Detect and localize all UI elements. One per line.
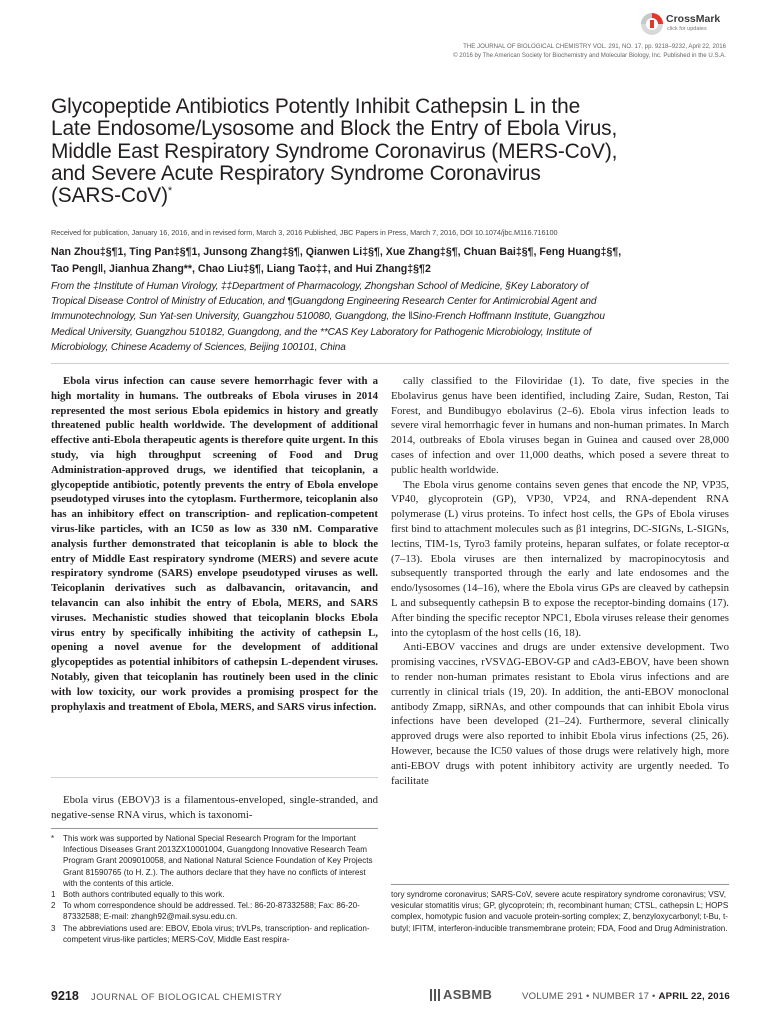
affiliation-line: From the ‡Institute of Human Virology, ‡‡Department of Pharmacology, Zhongshan School of Medicine, §Key Laboratory of — [51, 281, 589, 292]
abstract-text: Ebola virus infection can cause severe hemorrhagic fever with a high mortality in humans. The outbreaks of Ebola viruses in 2014 represented the most serious Ebola epidemics in history and greatly threatened public health worldwide. The development of additional effective anti-Ebola therapeutic agents is therefore quite urgent. In this study, via high throughput screening of Food and Drug Administration-approved drugs, we identified that teicoplanin, a glycopeptide antibiotic, potently prevents the entry of Ebola envelope pseudotyped viruses into the cytoplasm. Furthermore, teicoplanin also has an inhibitory effect on transcription- and replication-competent virus-like particles, with an IC50 as low as 330 nM. Comparative analysis further demonstrated that teicoplanin is able to block the entry of Middle East respiratory syndrome (MERS) and severe acute respiratory syndrome (SARS) envelope pseudotyped viruses as well. Teicoplanin derivatives such as dalbavancin, oritavancin, and telavancin can also inhibit the entry of Ebola, MERS, and SARS viruses. Mechanistic studies showed that teicoplanin blocks Ebola virus entry by specifically inhibiting the activity of cathepsin L, opening a novel avenue for the development of additional glycopeptides as potential inhibitors of cathepsin L-dependent viruses. Notably, given that teicoplanin has routinely been used in the clinic with low toxicity, our work provides a promising prospect for the prophylaxis and treatment of Ebola, MERS, and SARS virus infection. — [51, 375, 378, 713]
footnote-text: The abbreviations used are: EBOV, Ebola virus; trVLPs, transcription- and replication-competent virus-like particles; MERS-CoV, Middle East respira- — [63, 923, 370, 944]
footnote-continued: tory syndrome coronavirus; SARS-CoV, severe acute respiratory syndrome coronavirus; VSV, vesicular stomatitis virus; GP, glycoprotein; rh, recombinant human; CTSL, cathepsin L; HOPS complex, homotypic fusion and vacuole protein-sorting complex; Z, benzyloxycarbonyl; t-Bu, t-butyl; IFITM, interferon-inducible transmembrane protein; FDA, Food and Drug Administration. — [391, 890, 729, 933]
footnote — [51, 900, 378, 922]
affiliation-line: Medical University, Guangzhou 510182, Guangdong, and the **CAS Key Laboratory for Pathogenic Microbiology, Institute of — [51, 326, 592, 338]
journal-meta-line: © 2016 by The American Society for Biochemistry and Molecular Biology, Inc. Published in the U.S.A. — [453, 51, 726, 59]
footnote-text: To whom correspondence should be addressed. Tel.: 86-20-87332588; Fax: 86-20-87332588; E-mail: zhangh92@mail.sysu.edu.cn. — [63, 901, 360, 922]
author-line: Nan Zhou‡§¶1, Ting Pan‡§¶1, Junsong Zhang‡§¶, Qianwen Li‡§¶, Xue Zhang‡§¶, Chuan Bai‡§¶, Feng Huang‡§¶, — [51, 246, 622, 258]
affiliation-line: Immunotechnology, Sun Yat-sen University, Guangzhou 510080, Guangdong, the ‖Sino-French Hoffmann Institute, Guangzhou — [51, 311, 605, 323]
footnotes — [51, 833, 378, 945]
crossmark-title: CrossMark — [666, 13, 721, 25]
crossmark-icon — [640, 12, 664, 36]
footnote — [51, 889, 378, 900]
article-title — [51, 96, 731, 207]
issue-date: APRIL 22, 2016 — [658, 991, 730, 1002]
affiliation-line: Microbiology, Chinese Academy of Sciences, Beijing 100101, China — [51, 341, 346, 353]
title-line: Middle East Respiratory Syndrome Coronavirus (MERS-CoV), — [51, 139, 618, 163]
intro-right-column — [391, 374, 729, 788]
author-list — [51, 244, 731, 278]
body-paragraph: The Ebola virus genome contains seven genes that encode the NP, VP35, VP40, glycoprotein (GP), VP30, VP24, and RNA-dependent RNA polymerase (L) virus proteins. To infect host cells, the GPs of Ebola viruses first bind to attachment molecules such as β1 integrins, DC-SIGNs, L-SIGNs, lectins, TIM-1s, Tyro3 family proteins, heparan sulfates, or folate receptor-α (7–13). Ebola viruses are then internalized by macropinocytosis and subsequently transported through the early and late endosomes and the endo/lysosomes (14–16), where the Ebola virus GPs are cleaved by cathepsin L and subsequently cathepsin B to expose the receptor-binding domains (17). After binding the specific receptor NPC1, Ebola viruses release their genomes into the cytoplasm of the host cells (16, 18). — [391, 478, 729, 639]
received-line: Received for publication, January 16, 2016, and in revised form, March 3, 2016 Published, JBC Papers in Press, March 7, 2016, DOI 10.1074/jbc.M116.716100 — [51, 228, 558, 237]
footnote-rule — [391, 884, 729, 885]
title-line: and Severe Acute Respiratory Syndrome Coronavirus — [51, 161, 541, 185]
author-line: Tao Peng‖, Jianhua Zhang**, Chao Liu‡§¶, Liang Tao‡‡, and Hui Zhang‡§¶2 — [51, 263, 431, 275]
footnote — [51, 833, 378, 889]
title-line: Glycopeptide Antibiotics Potently Inhibit Cathepsin L in the — [51, 95, 581, 118]
header-divider — [51, 363, 729, 364]
crossmark-subtitle: click for updates — [667, 26, 707, 32]
abstract — [51, 374, 378, 714]
title-line: Late Endosome/Lysosome and Block the Entry of Ebola Virus, — [51, 117, 618, 141]
abstract-divider — [51, 777, 378, 778]
footnote-mark: * — [51, 834, 55, 843]
footnote-mark: 2 — [51, 901, 56, 911]
title-line: (SARS-CoV) — [51, 184, 168, 208]
affiliations — [51, 279, 731, 355]
intro-paragraph: Ebola virus (EBOV)3 is a filamentous-enveloped, single-stranded, and negative-sense RNA virus, which is taxonomi- — [51, 794, 378, 821]
footnote-mark: 1 — [51, 890, 56, 900]
footnote-text: Both authors contributed equally to this work. — [63, 890, 225, 900]
footer-journal-name: JOURNAL OF BIOLOGICAL CHEMISTRY — [91, 991, 283, 1002]
crossmark-badge[interactable] — [640, 12, 728, 40]
title-line-last — [51, 185, 731, 207]
body-paragraph: cally classified to the Filoviridae (1). To date, five species in the Ebolavirus genus have been identified, including Zaire, Sudan, Reston, Tai Forest, and Bundibugyo ebolavirus (2–6). Ebola virus infection leads to severe viral hemorrhagic fever in humans and non-human primates. In March 2014, outbreaks of Ebola viruses began in Guinea and caused over 28,000 cases of infection and over 11,000 deaths, which posed a severe threat to public health worldwide. — [391, 375, 729, 476]
journal-meta-line: THE JOURNAL OF BIOLOGICAL CHEMISTRY VOL. 291, NO. 17, pp. 9218–9232, April 22, 2016 — [463, 43, 726, 50]
page-number: 9218 — [51, 989, 79, 1003]
volume-number: VOLUME 291 • NUMBER 17 • — [522, 991, 656, 1002]
footnote-mark: 3 — [51, 923, 56, 933]
footnote — [51, 923, 378, 945]
intro-left-column — [51, 793, 378, 823]
body-paragraph: Anti-EBOV vaccines and drugs are under extensive development. Two promising vaccines, rVSVΔG-EBOV-GP and cAd3-EBOV, have been shown to render non-human primates resistant to Ebola virus infections and are currently in clinical trials (19, 20). In addition, the anti-EBOV monoclonal antibody Zmapp, siRNAs, and other compounds that can inhibit Ebola virus infections have been developed (21–24). Furthermore, several clinically approved drugs were also reported to inhibit Ebola virus infections (25, 26). However, because the IC50 values of those drugs were relatively high, more anti-EBOV drugs with potent inhibitory activity are urgently needed. To facilitate — [391, 641, 729, 787]
footer-volume — [522, 991, 730, 1002]
footnote-rule — [51, 828, 378, 829]
journal-meta — [453, 43, 726, 60]
footnote-text: This work was supported by National Special Research Program for the Important Infectious Diseases Grant 2013ZX10001004, Guangdong Innovative Research Team Program Grant 2009010058, and National Natural Science Foundation of Key Projects Grant 81590765 (to H. Z.). The authors declare that they have no conflicts of interest with the contents of this article. — [63, 834, 373, 888]
publisher-name: ASBMB — [443, 987, 493, 1002]
title-footnote-mark[interactable]: * — [167, 185, 173, 198]
affiliation-line: Tropical Disease Control of Ministry of Education, and ¶Guangdong Engineering Research Center for Antimicrobial Agent and — [51, 296, 597, 308]
asbmb-icon — [429, 987, 443, 1003]
asbmb-logo — [429, 986, 499, 1004]
